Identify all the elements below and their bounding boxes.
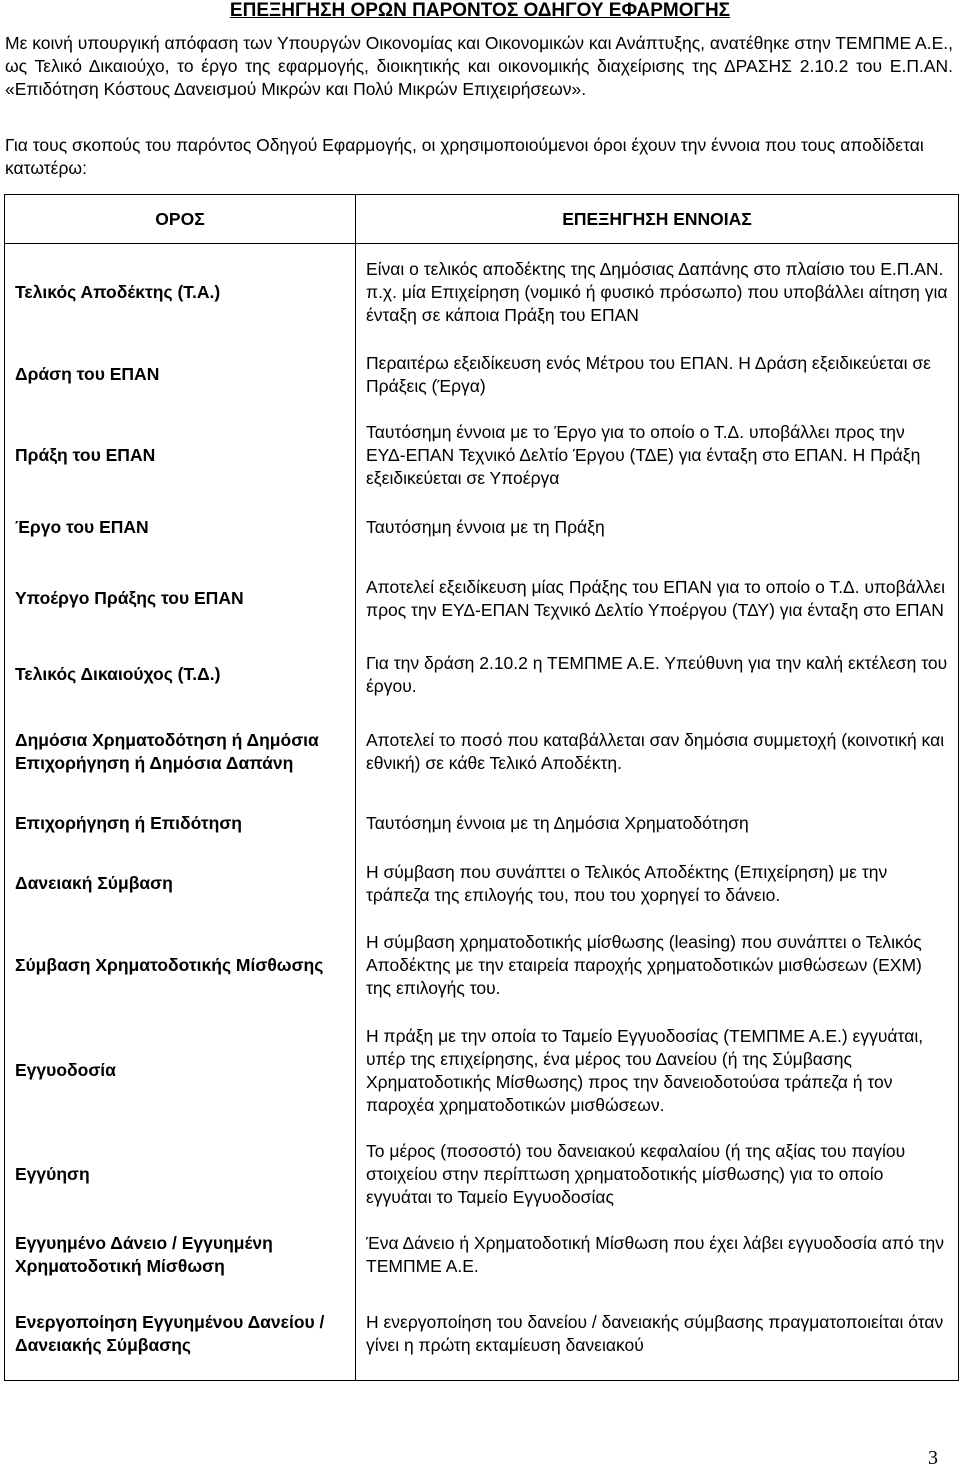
term-cell: Δράση του ΕΠΑΝ (5, 341, 356, 409)
term-cell: Σύμβαση Χρηματοδοτικής Μίσθωσης (5, 918, 356, 1013)
term-cell: Τελικός Αποδέκτης (Τ.Α.) (5, 244, 356, 341)
terms-table (4, 194, 959, 1381)
definition-cell: Η σύμβαση χρηματοδοτικής μίσθωσης (leasing) που συνάπτει ο Τελικός Αποδέκτης με την εταιρεία παροχής χρηματοδοτικών μισθώσεων (ΕΧΜ) της επιλογής του. (356, 918, 959, 1013)
term-cell: Πράξη του ΕΠΑΝ (5, 409, 356, 502)
table-row (5, 502, 959, 554)
definition-cell: Ένα Δάνειο ή Χρηματοδοτική Μίσθωση που έχει λάβει εγγυοδοσία από την ΤΕΜΠΜΕ Α.Ε. (356, 1221, 959, 1289)
term-cell: Δανειακή Σύμβαση (5, 850, 356, 918)
definition-cell: Ταυτόσημη έννοια με το Έργο για το οποίο ο Τ.Δ. υποβάλλει προς την ΕΥΔ-ΕΠΑΝ Τεχνικό Δελτίο Έργου (ΤΔΕ) για ένταξη στο ΕΠΑΝ. Η Πράξη εξειδικεύεται σε Υποέργα (356, 409, 959, 502)
definition-cell: Το μέρος (ποσοστό) του δανειακού κεφαλαίου (ή της αξίας του παγίου στοιχείου στην περίπτωση χρηματοδοτικής μίσθωσης) για το οποίο εγγυάται το Ταμείο Εγγυοδοσίας (356, 1129, 959, 1221)
term-cell: Εγγυοδοσία (5, 1013, 356, 1129)
table-row (5, 1221, 959, 1289)
term-cell: Επιχορήγηση ή Επιδότηση (5, 798, 356, 850)
definition-cell: Για την δράση 2.10.2 η ΤΕΜΠΜΕ Α.Ε. Υπεύθυνη για την καλή εκτέλεση του έργου. (356, 644, 959, 706)
term-cell: Εγγυημένο Δάνειο / Εγγυημένη Χρηματοδοτική Μίσθωση (5, 1221, 356, 1289)
page-number: 3 (928, 1447, 938, 1469)
term-cell: Έργο του ΕΠΑΝ (5, 502, 356, 554)
table-row (5, 1013, 959, 1129)
table-row (5, 706, 959, 798)
table-row (5, 554, 959, 644)
definition-cell: Αποτελεί εξειδίκευση μίας Πράξης του ΕΠΑΝ για το οποίο ο Τ.Δ. υποβάλλει προς την ΕΥΔ-ΕΠΑΝ Τεχνικό Δελτίο Υποέργου (ΤΔΥ) για ένταξη στο ΕΠΑΝ (356, 554, 959, 644)
table-row (5, 1129, 959, 1221)
table-row (5, 409, 959, 502)
table-row (5, 850, 959, 918)
definition-cell: Είναι ο τελικός αποδέκτης της Δημόσιας Δαπάνης στο πλαίσιο του Ε.Π.ΑΝ. π.χ. μία Επιχείρηση (νομικό ή φυσικό πρόσωπο) που υποβάλλει αίτηση για ένταξη σε κάποια Πράξη του ΕΠΑΝ (356, 244, 959, 341)
table-header-row (5, 195, 959, 244)
definition-cell: Η πράξη με την οποία το Ταμείο Εγγυοδοσίας (ΤΕΜΠΜΕ Α.Ε.) εγγυάται, υπέρ της επιχείρησης, ένα μέρος του Δανείου (ή της Σύμβασης Χρηματοδοτικής Μίσθωσης) προς την δανειοδοτούσα τράπεζα ή τον παροχέα χρηματοδοτικών μισθώσεων. (356, 1013, 959, 1129)
table-row (5, 644, 959, 706)
table-row (5, 798, 959, 850)
col-header-definition: ΕΠΕΞΗΓΗΣΗ ΕΝΝΟΙΑΣ (356, 195, 959, 244)
term-cell: Δημόσια Χρηματοδότηση ή Δημόσια Επιχορήγηση ή Δημόσια Δαπάνη (5, 706, 356, 798)
term-cell: Υποέργο Πράξης του ΕΠΑΝ (5, 554, 356, 644)
definition-cell: Περαιτέρω εξειδίκευση ενός Μέτρου του ΕΠΑΝ. Η Δράση εξειδικεύεται σε Πράξεις (Έργα) (356, 341, 959, 409)
table-row (5, 1289, 959, 1381)
table-row (5, 244, 959, 341)
table-row (5, 918, 959, 1013)
purpose-paragraph: Για τους σκοπούς του παρόντος Οδηγού Εφαρμογής, οι χρησιμοποιούμενοι όροι έχουν την έννοια που τους αποδίδεται κατωτέρω: (5, 135, 924, 178)
definition-cell: Ταυτόσημη έννοια με τη Δημόσια Χρηματοδότηση (356, 798, 959, 850)
definition-cell: Η σύμβαση που συνάπτει ο Τελικός Αποδέκτης (Επιχείρηση) με την τράπεζα της επιλογής του, που του χορηγεί το δάνειο. (356, 850, 959, 918)
page-heading: ΕΠΕΞΗΓΗΣΗ ΟΡΩΝ ΠΑΡΟΝΤΟΣ ΟΔΗΓΟΥ ΕΦΑΡΜΟΓΗΣ (229, 0, 731, 21)
term-cell: Εγγύηση (5, 1129, 356, 1221)
term-cell: Τελικός Δικαιούχος (Τ.Δ.) (5, 644, 356, 706)
definition-cell: Ταυτόσημη έννοια με τη Πράξη (356, 502, 959, 554)
intro-paragraph: Με κοινή υπουργική απόφαση των Υπουργών Οικονομίας και Οικονομικών και Ανάπτυξης, ανατέθηκε στην ΤΕΜΠΜΕ Α.Ε., ως Τελικό Δικαιούχο, το έργο της εφαρμογής, διοικητικής και οικονομικής διαχείρισης της ΔΡΑΣΗΣ 2.10.2 του Ε.Π.ΑΝ. «Επιδότηση Κόστους Δανεισμού Μικρών και Πολύ Μικρών Επιχειρήσεων». (5, 33, 953, 99)
definition-cell: Η ενεργοποίηση του δανείου / δανειακής σύμβασης πραγματοποιείται όταν γίνει η πρώτη εκταμίευση δανειακού (356, 1289, 959, 1381)
term-cell: Ενεργοποίηση Εγγυημένου Δανείου / Δανειακής Σύμβασης (5, 1289, 356, 1381)
definition-cell: Αποτελεί το ποσό που καταβάλλεται σαν δημόσια συμμετοχή (κοινοτική και εθνική) σε κάθε Τελικό Αποδέκτη. (356, 706, 959, 798)
table-row (5, 341, 959, 409)
col-header-term: ΟΡΟΣ (5, 195, 356, 244)
